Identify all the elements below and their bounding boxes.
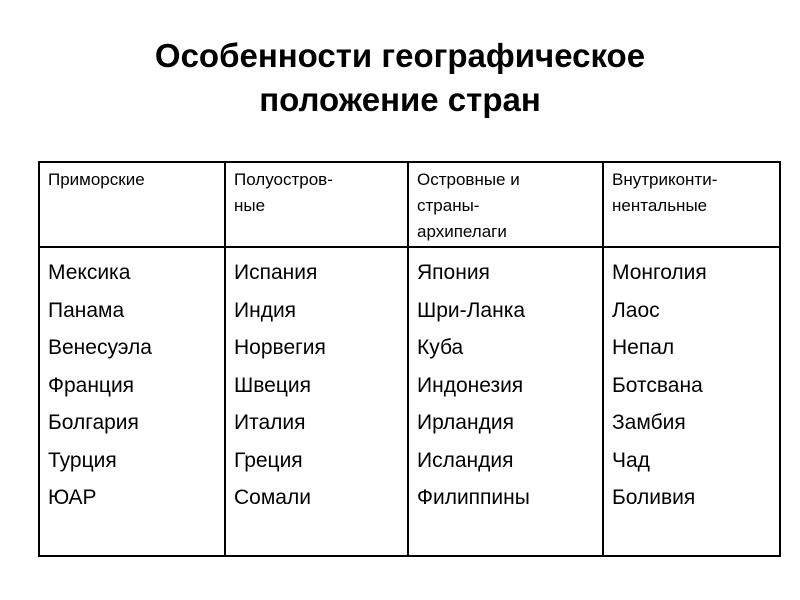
countries-table (38, 161, 781, 557)
list-item: Чад (612, 448, 650, 472)
list-item: Панама (48, 298, 125, 322)
list-item: Венесуэла (48, 336, 152, 359)
list-item: Шри-Ланка (417, 298, 526, 322)
table-body-row (39, 247, 780, 556)
header-peninsular (225, 162, 408, 247)
list-item: Италия (234, 411, 306, 434)
list-item: ЮАР (48, 486, 97, 509)
slide-title (0, 34, 800, 122)
list-item: Испания (234, 261, 318, 284)
header-landlocked (603, 162, 780, 247)
column-island (408, 247, 603, 556)
list-item: Япония (417, 261, 490, 284)
list-item: Мексика (48, 261, 131, 284)
list-item: Монголия (612, 261, 707, 284)
header-landlocked-label: Внутриконти- нентальные (612, 170, 718, 215)
header-island-label: Островные и страны- архипелаги (417, 170, 520, 241)
list-item: Индия (234, 298, 297, 322)
header-coastal (39, 162, 225, 247)
column-landlocked (603, 247, 780, 556)
list-item: Замбия (612, 411, 686, 434)
list-item: Индонезия (417, 373, 524, 397)
list-item: Боливия (612, 486, 696, 509)
title-line-2: положение стран (259, 81, 541, 118)
column-peninsular (225, 247, 408, 556)
list-item: Непал (612, 336, 675, 359)
header-coastal-label: Приморские (48, 170, 145, 189)
list-item: Болгария (48, 411, 139, 434)
list-item: Турция (48, 448, 117, 472)
header-peninsular-label: Полуостров- ные (234, 170, 333, 215)
list-item: Лаос (612, 298, 660, 322)
list-item: Франция (48, 373, 135, 397)
list-item: Сомали (234, 486, 311, 509)
list-item: Ирландия (417, 411, 514, 434)
column-coastal (39, 247, 225, 556)
list-item: Ботсвана (612, 373, 703, 397)
list-item: Норвегия (234, 336, 326, 359)
list-item: Куба (417, 336, 464, 359)
title-line-1: Особенности географическое (154, 37, 646, 74)
list-item: Греция (234, 448, 303, 472)
header-island (408, 162, 603, 247)
list-item: Исландия (417, 448, 514, 472)
list-item: Швеция (234, 373, 311, 397)
list-item: Филиппины (417, 486, 530, 509)
table-header-row (39, 162, 780, 247)
